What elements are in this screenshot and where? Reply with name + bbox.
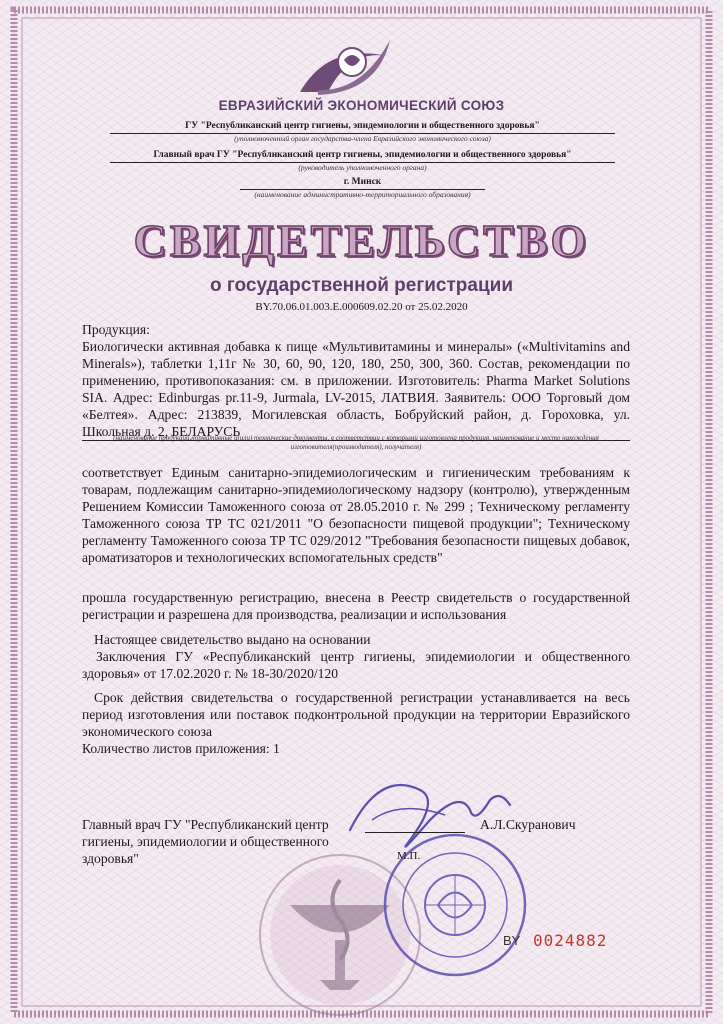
basis-intro: Настоящее свидетельство выдано на основании [94,632,371,647]
product-caption: (наименование продукции,нормативные и(или) технические документы, в соответствии с которыми изготовлена продукция, наименование и место нахождения изготовителя(производителя), получателя) [113,434,599,451]
registration-text: прошла государственную регистрацию, внесена в Реестр свидетельств о государственной регистрации и разрешена для производства, реализации и использования [82,590,630,622]
city-name: г. Минск [240,176,485,190]
city-caption: (наименование административно-территориального образования) [254,190,471,199]
signatory-name: А.Л.Скуранович [480,817,576,832]
eaeu-emblem-icon [300,40,395,95]
compliance-text: соответствует Единым санитарно-эпидемиологическим и гигиеническим требованиям к товарам, подлежащим санитарно-эпидемиологическому надзору (контролю), утвержденным Решением Комиссии Таможенного союза от 28.05.2010 г. № 299 ; Техническому регламенту Таможенного союза ТР ТС 021/2011 "О безопасности пищевой продукции"; Техническому регламенту Таможенного союза ТР ТС 029/2012 "Требования безопасности пищевых добавок, ароматизаторов и технологических вспомогательных средств" [82,465,630,565]
product-label: Продукция: [82,322,150,337]
registration-number: BY.70.06.01.003.E.000609.02.20 от 25.02.2020 [255,301,468,313]
serial-number: 0024882 [533,931,608,950]
hygiene-emblem-icon [260,855,420,1015]
signatory-position: Главный врач ГУ "Республиканский центр гигиены, эпидемиологии и общественного здоровья" [82,817,329,866]
head-doctor-title: Главный врач ГУ "Республиканский центр гигиены, эпидемиологии и общественного здоровья" [110,149,615,163]
product-description: Биологически активная добавка к пище «Мультивитамины и минералы» («Multivitamins and Minerals»), таблетки 1,11г № 30, 60, 90, 120, 180, 250, 300, 360. Состав, рекомендации по применению, противопоказания: см. в приложении. Изготовитель: Pharma Market Solutions SIA. Адрес: Edinburgas pr.11-9, Jurmala, LV-2015, ЛАТВИЯ. Заявитель: ООО Торговый дом «Белтея». Адрес: 213839, Могилевская область, Бобруйский район, д. Гороховка, ул. Школьная д. 2, БЕЛАРУСЬ [82,339,630,439]
authority-name: ГУ "Республиканский центр гигиены, эпидемиологии и общественного здоровья" [110,120,615,134]
validity-text: Срок действия свидетельства о государственной регистрации устанавливается на весь период изготовления или поставок подконтрольной продукции на территории Евразийского экономического союза [82,690,630,739]
basis-text: Заключения ГУ «Республиканский центр гигиены, эпидемиологии и общественного здоровья» от 17.02.2020 г. № 18-30/2020/120 [82,649,630,681]
document-title: СВИДЕТЕЛЬСТВО [133,215,590,266]
signature-line [365,832,465,833]
head-doctor-caption: (руководитель уполномоченного органа) [298,163,427,172]
union-name: ЕВРАЗИЙСКИЙ ЭКОНОМИЧЕСКИЙ СОЮЗ [218,98,505,113]
seal-place-label: М.П. [397,850,421,862]
document-subtitle: о государственной регистрации [209,275,514,296]
authority-caption: (уполномоченный орган государства-члена Евразийского экономического союза) [234,134,491,143]
serial-prefix: BY [503,933,521,948]
annex-sheets: Количество листов приложения: 1 [82,741,280,756]
